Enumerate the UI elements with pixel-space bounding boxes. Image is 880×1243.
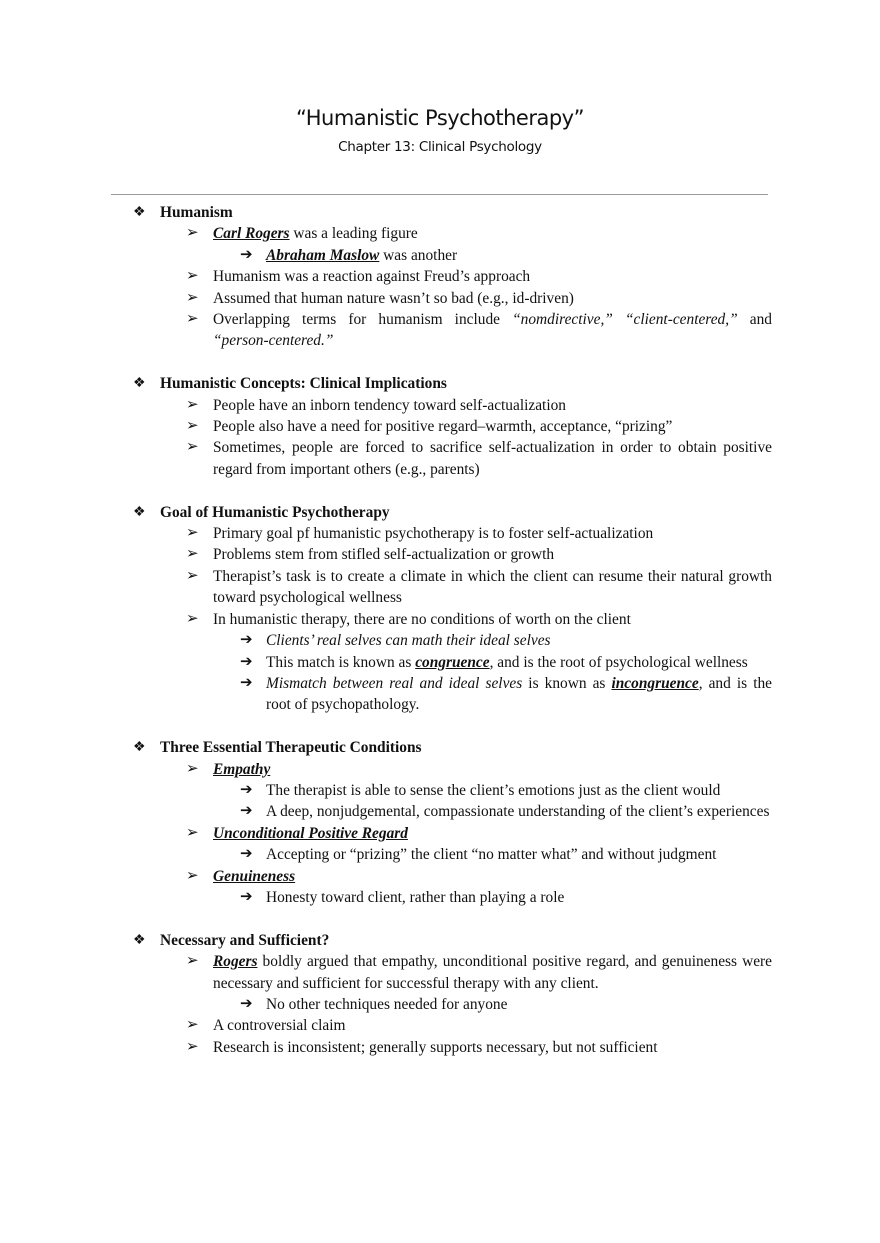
arrowhead-bullet-icon: ➢ (186, 546, 199, 563)
arrowhead-bullet-icon: ➢ (186, 867, 199, 884)
list-item: ➢ Carl Rogers was a leading figure (0, 223, 880, 244)
page-subtitle: Chapter 13: Clinical Psychology (338, 139, 542, 155)
arrowhead-bullet-icon: ➢ (186, 396, 199, 413)
term-emphasis: incongruence (611, 674, 699, 692)
arrowhead-bullet-icon: ➢ (186, 1017, 199, 1034)
arrowhead-bullet-icon: ➢ (186, 439, 199, 456)
arrow-bullet-icon: ➔ (240, 246, 253, 263)
list-item: ➢ Assumed that human nature wasn’t so bad (e.g., id-driven) (0, 288, 880, 309)
list-subitem: ➔ No other techniques needed for anyone (0, 994, 880, 1015)
arrow-bullet-icon: ➔ (240, 674, 253, 691)
section-concepts (0, 373, 880, 480)
arrowhead-bullet-icon: ➢ (186, 311, 199, 328)
arrow-bullet-icon: ➔ (240, 653, 253, 670)
page-title: “Humanistic Psychotherapy” (295, 106, 584, 130)
arrow-bullet-icon: ➔ (240, 888, 253, 905)
list-item: ➢ Therapist’s task is to create a climate in which the client can resume their natural growth toward psychological wellness (186, 567, 772, 607)
section-conditions (0, 737, 880, 908)
section-necessary (0, 930, 880, 1058)
list-item (0, 823, 880, 844)
notes-body (0, 202, 880, 1058)
arrow-bullet-icon: ➔ (240, 803, 253, 820)
section-goal (0, 502, 880, 716)
section-heading: ❖ Three Essential Therapeutic Conditions (0, 737, 880, 758)
list-item: ➢ Humanism was a reaction against Freud’s approach (0, 266, 880, 287)
diamond-bullet-icon: ❖ (133, 740, 146, 756)
term-emphasis: Genuineness (213, 867, 296, 885)
list-item: ➢ Rogers boldly argued that empathy, unconditional positive regard, and genuineness were necessary and sufficient for successful therapy with any client. (186, 953, 772, 992)
section-heading: ❖ Humanistic Concepts: Clinical Implications (0, 373, 880, 394)
name-emphasis: Carl Rogers (213, 225, 290, 243)
arrow-bullet-icon: ➔ (240, 781, 253, 798)
list-subitem: ➔ Abraham Maslow was another (0, 245, 880, 266)
term-emphasis: Empathy (213, 760, 271, 778)
list-subitem: ➔ The therapist is able to sense the client’s emotions just as the client would (0, 780, 880, 801)
list-item: ➢ In humanistic therapy, there are no conditions of worth on the client (0, 609, 880, 630)
arrowhead-bullet-icon: ➢ (186, 525, 199, 542)
arrow-bullet-icon: ➔ (240, 846, 253, 863)
list-subitem: ➔ Accepting or “prizing” the client “no matter what” and without judgment (0, 844, 880, 865)
section-heading: ❖ Goal of Humanistic Psychotherapy (0, 502, 880, 523)
name-emphasis: Rogers (213, 953, 258, 971)
diamond-bullet-icon: ❖ (133, 376, 146, 392)
header-divider (111, 194, 768, 195)
list-subitem: ➔ Clients’ real selves can math their ideal selves (0, 630, 880, 651)
list-item: ➢ People have an inborn tendency toward self-actualization (0, 395, 880, 416)
arrowhead-bullet-icon: ➢ (186, 567, 199, 584)
term-emphasis: congruence (415, 653, 490, 671)
list-subitem: ➔ Honesty toward client, rather than playing a role (0, 887, 880, 908)
list-subitem: ➔ Mismatch between real and ideal selves is known as incongruence, and is the root of psychopathology. (240, 674, 772, 714)
arrowhead-bullet-icon: ➢ (186, 824, 199, 841)
term-emphasis: Unconditional Positive Regard (213, 824, 408, 842)
list-item: ➢ Primary goal pf humanistic psychotherapy is to foster self-actualization (0, 523, 880, 544)
arrowhead-bullet-icon: ➢ (186, 225, 199, 242)
list-item: ➢ Sometimes, people are forced to sacrifice self-actualization in order to obtain positive regard from important others (e.g., parents) (186, 439, 772, 478)
arrowhead-bullet-icon: ➢ (186, 953, 199, 970)
arrow-bullet-icon: ➔ (240, 995, 253, 1012)
section-heading: ❖ Humanism (0, 202, 880, 223)
list-subitem: ➔ This match is known as congruence, and is the root of psychological wellness (0, 652, 880, 673)
diamond-bullet-icon: ❖ (133, 932, 146, 948)
arrowhead-bullet-icon: ➢ (186, 610, 199, 627)
list-item: ➢ Problems stem from stifled self-actualization or growth (0, 544, 880, 565)
list-subitem: ➔ A deep, nonjudgemental, compassionate understanding of the client’s experiences (0, 801, 880, 822)
diamond-bullet-icon: ❖ (133, 205, 146, 220)
arrowhead-bullet-icon: ➢ (186, 1038, 199, 1055)
arrowhead-bullet-icon: ➢ (186, 760, 199, 777)
arrow-bullet-icon: ➔ (240, 632, 253, 649)
arrowhead-bullet-icon: ➢ (186, 268, 199, 285)
list-item (0, 759, 880, 780)
name-emphasis: Abraham Maslow (266, 246, 380, 264)
section-humanism (0, 202, 880, 352)
arrowhead-bullet-icon: ➢ (186, 418, 199, 435)
list-item: ➢ Overlapping terms for humanism include “nomdirective,” “client-centered,” and “person-centered.” (186, 311, 772, 350)
section-heading: ❖ Necessary and Sufficient? (0, 930, 880, 951)
diamond-bullet-icon: ❖ (133, 504, 146, 520)
list-item: ➢ A controversial claim (0, 1015, 880, 1036)
arrowhead-bullet-icon: ➢ (186, 289, 199, 306)
list-item (0, 866, 880, 887)
list-item: ➢ Research is inconsistent; generally supports necessary, but not sufficient (0, 1037, 880, 1058)
list-item: ➢ People also have a need for positive regard–warmth, acceptance, “prizing” (0, 416, 880, 437)
